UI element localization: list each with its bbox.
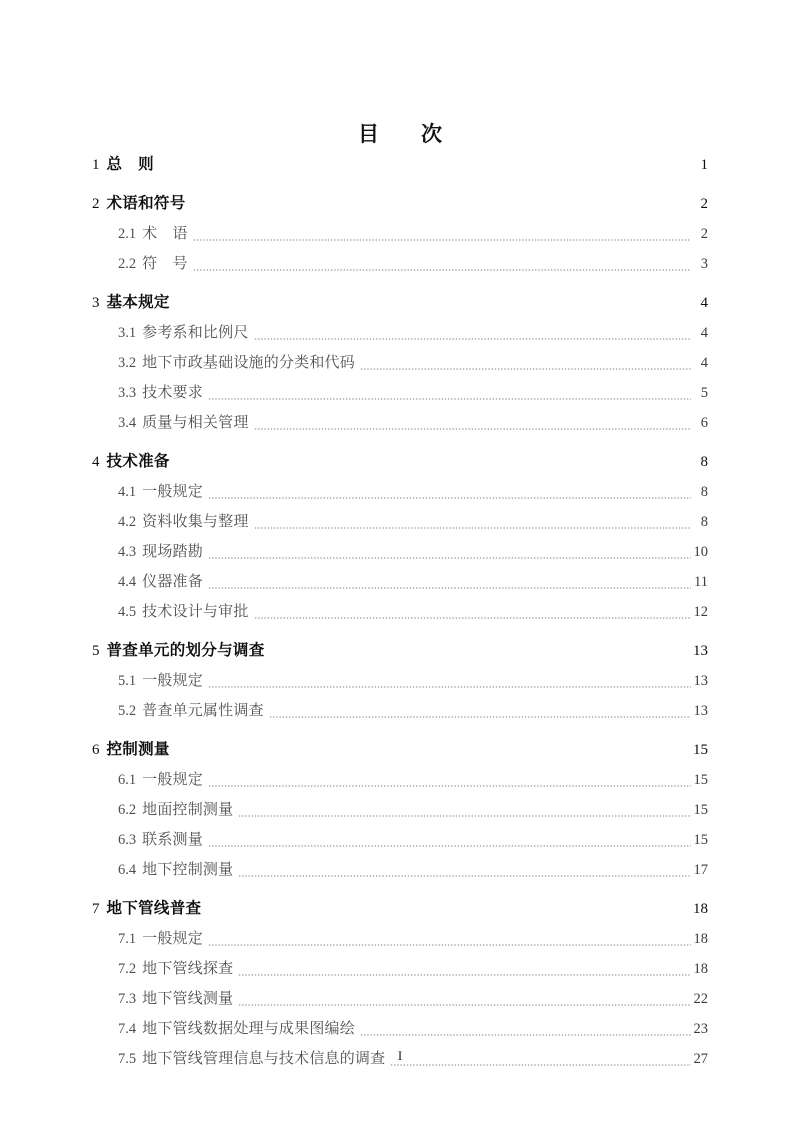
toc-entry-label: 仪器准备 bbox=[142, 574, 203, 590]
toc-entry-page-number: 1 bbox=[700, 157, 708, 173]
toc-entry-number: 7.1 bbox=[118, 931, 137, 947]
toc-entry-number: 7.3 bbox=[118, 991, 137, 1007]
toc-entry-number: 4.3 bbox=[118, 544, 137, 560]
toc-entry-number: 4 bbox=[92, 454, 100, 470]
toc-entry-label: 现场踏勘 bbox=[142, 544, 203, 560]
toc-entry-number: 7 bbox=[92, 901, 100, 917]
toc-entry-label: 普查单元的划分与调查 bbox=[106, 642, 265, 659]
toc-entry-label: 质量与相关管理 bbox=[142, 415, 249, 431]
toc-entry-label: 一般规定 bbox=[142, 772, 203, 788]
toc-entry[interactable] bbox=[118, 1016, 708, 1039]
toc-entry-page-number: 17 bbox=[693, 862, 708, 878]
toc-entry-label: 技术设计与审批 bbox=[142, 604, 249, 620]
toc-entry-page-number: 13 bbox=[693, 643, 708, 659]
toc-entry-number: 4.2 bbox=[118, 514, 137, 530]
toc-entry-number: 6.1 bbox=[118, 772, 137, 788]
toc-entry-number: 3.3 bbox=[118, 385, 137, 401]
toc-entry[interactable] bbox=[118, 767, 708, 790]
toc-entry-number: 3.1 bbox=[118, 325, 137, 341]
toc-entry-label: 技术准备 bbox=[106, 453, 170, 470]
toc-entry-number: 2 bbox=[92, 196, 100, 212]
toc-leader-dots bbox=[254, 416, 691, 433]
toc-leader-dots bbox=[208, 485, 691, 502]
toc-leader-dots bbox=[208, 386, 691, 403]
toc-entry-page-number: 8 bbox=[700, 454, 708, 470]
toc-entry-page-number: 27 bbox=[693, 1051, 708, 1067]
toc-entry-number: 2.2 bbox=[118, 256, 137, 272]
toc-entry-number: 6.3 bbox=[118, 832, 137, 848]
toc-entry-page-number: 15 bbox=[693, 772, 708, 788]
toc-entry-page-number: 13 bbox=[693, 703, 708, 719]
toc-leader-dots bbox=[238, 962, 691, 979]
toc-entry-page-number: 11 bbox=[694, 574, 708, 590]
toc-entry-number: 3 bbox=[92, 295, 100, 311]
toc-leader-dots bbox=[186, 196, 682, 214]
toc-entry[interactable] bbox=[118, 539, 708, 562]
toc-entry[interactable] bbox=[118, 569, 708, 592]
toc-entry-page-number: 4 bbox=[700, 355, 708, 371]
toc-entry-label: 控制测量 bbox=[106, 741, 170, 758]
toc-leader-dots bbox=[208, 833, 691, 850]
toc-leader-dots bbox=[193, 257, 691, 274]
toc-entry-page-number: 18 bbox=[693, 961, 708, 977]
toc-leader-dots bbox=[265, 643, 682, 661]
toc-entry-page-number: 13 bbox=[693, 673, 708, 689]
toc-leader-dots bbox=[193, 227, 691, 244]
toc-entry[interactable] bbox=[118, 986, 708, 1009]
toc-entry[interactable] bbox=[118, 251, 708, 274]
toc-entry[interactable] bbox=[118, 668, 708, 691]
toc-entry[interactable] bbox=[118, 599, 708, 622]
toc-entry-label: 联系测量 bbox=[142, 832, 203, 848]
toc-entry-label: 符 号 bbox=[142, 256, 188, 272]
toc-leader-dots bbox=[154, 157, 682, 175]
toc-entry-number: 7.4 bbox=[118, 1021, 137, 1037]
toc-entry-page-number: 4 bbox=[700, 295, 708, 311]
toc-entry-label: 一般规定 bbox=[142, 673, 203, 689]
toc-entry-label: 地面控制测量 bbox=[142, 802, 234, 818]
toc-entry-page-number: 8 bbox=[700, 514, 708, 530]
toc-entry[interactable] bbox=[92, 150, 708, 175]
toc-entry-number: 5.2 bbox=[118, 703, 137, 719]
toc-leader-dots bbox=[208, 674, 691, 691]
toc-leader-dots bbox=[208, 773, 691, 790]
toc-entry[interactable] bbox=[118, 797, 708, 820]
toc-entry[interactable] bbox=[92, 894, 708, 919]
toc-leader-dots bbox=[360, 356, 691, 373]
toc-entry-number: 4.4 bbox=[118, 574, 137, 590]
toc-entry-number: 4.1 bbox=[118, 484, 137, 500]
toc-entry-page-number: 2 bbox=[700, 196, 708, 212]
toc-leader-dots bbox=[238, 992, 691, 1009]
toc-entry[interactable] bbox=[118, 926, 708, 949]
toc-entry[interactable] bbox=[118, 827, 708, 850]
toc-entry-label: 地下市政基础设施的分类和代码 bbox=[142, 355, 355, 371]
toc-leader-dots bbox=[170, 742, 682, 760]
toc-entry-page-number: 18 bbox=[693, 931, 708, 947]
toc-entry-label: 技术要求 bbox=[142, 385, 203, 401]
toc-entry[interactable] bbox=[92, 447, 708, 472]
footer-page-number: I bbox=[397, 1048, 403, 1063]
toc-entry-label: 地下管线测量 bbox=[142, 991, 234, 1007]
toc-entry-number: 5 bbox=[92, 643, 100, 659]
toc-entry[interactable] bbox=[118, 956, 708, 979]
toc-entry[interactable] bbox=[118, 350, 708, 373]
toc-entry-number: 7.5 bbox=[118, 1051, 137, 1067]
toc-entry-page-number: 23 bbox=[693, 1021, 708, 1037]
toc-entry[interactable] bbox=[118, 410, 708, 433]
toc-entry-label: 地下控制测量 bbox=[142, 862, 234, 878]
toc-leader-dots bbox=[360, 1022, 691, 1039]
toc-entry-label: 参考系和比例尺 bbox=[142, 325, 249, 341]
toc-leader-dots bbox=[238, 863, 691, 880]
toc-entry-page-number: 4 bbox=[700, 325, 708, 341]
toc-entry-label: 普查单元属性调查 bbox=[142, 703, 264, 719]
toc-leader-dots bbox=[170, 454, 682, 472]
toc-entry[interactable] bbox=[118, 857, 708, 880]
toc-entry[interactable] bbox=[118, 479, 708, 502]
toc-entry[interactable] bbox=[92, 288, 708, 313]
toc-entry-page-number: 15 bbox=[693, 742, 708, 758]
page-title: 目 次 bbox=[358, 123, 442, 146]
toc-entry-page-number: 15 bbox=[693, 832, 708, 848]
toc-entry[interactable] bbox=[118, 698, 708, 721]
toc-entry-label: 术 语 bbox=[142, 226, 188, 242]
toc-entry-label: 地下管线数据处理与成果图编绘 bbox=[142, 1021, 355, 1037]
toc-leader-dots bbox=[208, 932, 691, 949]
toc-entry-label: 一般规定 bbox=[142, 931, 203, 947]
toc-entry[interactable] bbox=[92, 735, 708, 760]
toc-leader-dots bbox=[208, 575, 691, 592]
toc-entry-page-number: 5 bbox=[700, 385, 708, 401]
toc-entry-label: 术语和符号 bbox=[106, 195, 186, 212]
toc-entry-number: 3.4 bbox=[118, 415, 137, 431]
toc-leader-dots bbox=[238, 803, 691, 820]
toc-entry-label: 地下管线管理信息与技术信息的调查 bbox=[142, 1051, 386, 1067]
toc-entry-number: 3.2 bbox=[118, 355, 137, 371]
toc-entry[interactable] bbox=[118, 380, 708, 403]
toc-entry-page-number: 8 bbox=[700, 484, 708, 500]
toc-leader-dots bbox=[208, 545, 691, 562]
toc-leader-dots bbox=[170, 295, 682, 313]
toc-entry-label: 地下管线普查 bbox=[106, 900, 202, 917]
toc-entry-number: 2.1 bbox=[118, 226, 137, 242]
toc-entry-page-number: 18 bbox=[693, 901, 708, 917]
table-of-contents bbox=[92, 150, 708, 1069]
toc-entry-number: 4.5 bbox=[118, 604, 137, 620]
toc-entry[interactable] bbox=[118, 509, 708, 532]
toc-entry-page-number: 3 bbox=[700, 256, 708, 272]
toc-entry[interactable] bbox=[118, 221, 708, 244]
toc-entry-label: 地下管线探查 bbox=[142, 961, 234, 977]
toc-entry-number: 6 bbox=[92, 742, 100, 758]
toc-entry[interactable] bbox=[92, 636, 708, 661]
toc-entry-page-number: 22 bbox=[693, 991, 708, 1007]
toc-entry-number: 7.2 bbox=[118, 961, 137, 977]
toc-entry-label: 一般规定 bbox=[142, 484, 203, 500]
toc-entry-number: 6.4 bbox=[118, 862, 137, 878]
toc-entry-page-number: 15 bbox=[693, 802, 708, 818]
toc-entry-page-number: 12 bbox=[693, 604, 708, 620]
toc-leader-dots bbox=[201, 901, 682, 919]
toc-leader-dots bbox=[254, 326, 691, 343]
toc-entry-label: 总 则 bbox=[106, 156, 154, 173]
toc-entry-number: 5.1 bbox=[118, 673, 137, 689]
toc-entry[interactable] bbox=[118, 320, 708, 343]
toc-entry-label: 资料收集与整理 bbox=[142, 514, 249, 530]
toc-entry-number: 6.2 bbox=[118, 802, 137, 818]
toc-entry-page-number: 2 bbox=[700, 226, 708, 242]
toc-entry-page-number: 6 bbox=[700, 415, 708, 431]
toc-leader-dots bbox=[269, 704, 691, 721]
toc-entry[interactable] bbox=[92, 189, 708, 214]
toc-entry-page-number: 10 bbox=[693, 544, 708, 560]
toc-leader-dots bbox=[254, 605, 691, 622]
toc-entry-number: 1 bbox=[92, 157, 100, 173]
toc-leader-dots bbox=[254, 515, 691, 532]
toc-entry-label: 基本规定 bbox=[106, 294, 170, 311]
